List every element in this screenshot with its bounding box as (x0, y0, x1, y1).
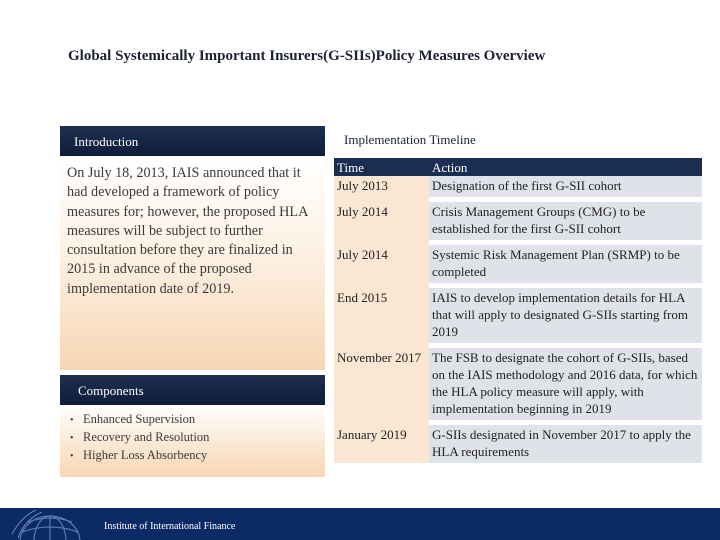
introduction-text: On July 18, 2013, IAIS announced that it had developed a framework of policy measures for; however, the proposed HLA measures will be subject to further consultation before they are finalized in 2015 in advance of the proposed implementation date of 2019. (67, 165, 308, 297)
introduction-header (60, 126, 325, 156)
table-row (334, 176, 702, 197)
action-cell: Systemic Risk Management Plan (SRMP) to be completed (429, 245, 702, 283)
time-cell: July 2014 (334, 245, 429, 283)
components-panel (60, 405, 325, 477)
time-cell: July 2013 (334, 176, 429, 197)
footer-bar (0, 508, 720, 540)
introduction-panel (60, 156, 325, 370)
list-item: • Enhanced Supervision (70, 411, 209, 429)
table-header-row (334, 158, 702, 176)
components-list (70, 411, 209, 465)
table-row (334, 425, 702, 463)
action-cell: Crisis Management Groups (CMG) to be established for the first G-SII cohort (429, 202, 702, 240)
column-header-action: Action (429, 158, 702, 176)
time-cell: January 2019 (334, 425, 429, 463)
introduction-header-label: Introduction (74, 134, 139, 149)
table-row (334, 288, 702, 343)
table-row (334, 245, 702, 283)
timeline-table (334, 158, 702, 463)
action-cell: IAIS to develop implementation details for HLA that will apply to designated G-SIIs starting from 2019 (429, 288, 702, 343)
column-header-time: Time (334, 158, 429, 176)
action-cell: G-SIIs designated in November 2017 to apply the HLA requirements (429, 425, 702, 463)
footer-text: Institute of International Finance (104, 521, 236, 532)
table-row (334, 202, 702, 240)
table-row (334, 348, 702, 420)
action-cell: Designation of the first G-SII cohort (429, 176, 702, 197)
components-header (60, 375, 325, 405)
timeline-title: Implementation Timeline (344, 132, 476, 147)
globe-logo-icon (12, 508, 82, 540)
components-header-label: Components (78, 383, 144, 398)
list-item: • Higher Loss Absorbency (70, 447, 209, 465)
time-cell: July 2014 (334, 202, 429, 240)
list-item: • Recovery and Resolution (70, 429, 209, 447)
time-cell: November 2017 (334, 348, 429, 420)
time-cell: End 2015 (334, 288, 429, 343)
action-cell: The FSB to designate the cohort of G-SIIs, based on the IAIS methodology and 2016 data, for which the HLA policy measure will apply, with implementation beginning in 2019 (429, 348, 702, 420)
page-title: Global Systemically Important Insurers(G-SIIs)Policy Measures Overview (68, 48, 546, 64)
